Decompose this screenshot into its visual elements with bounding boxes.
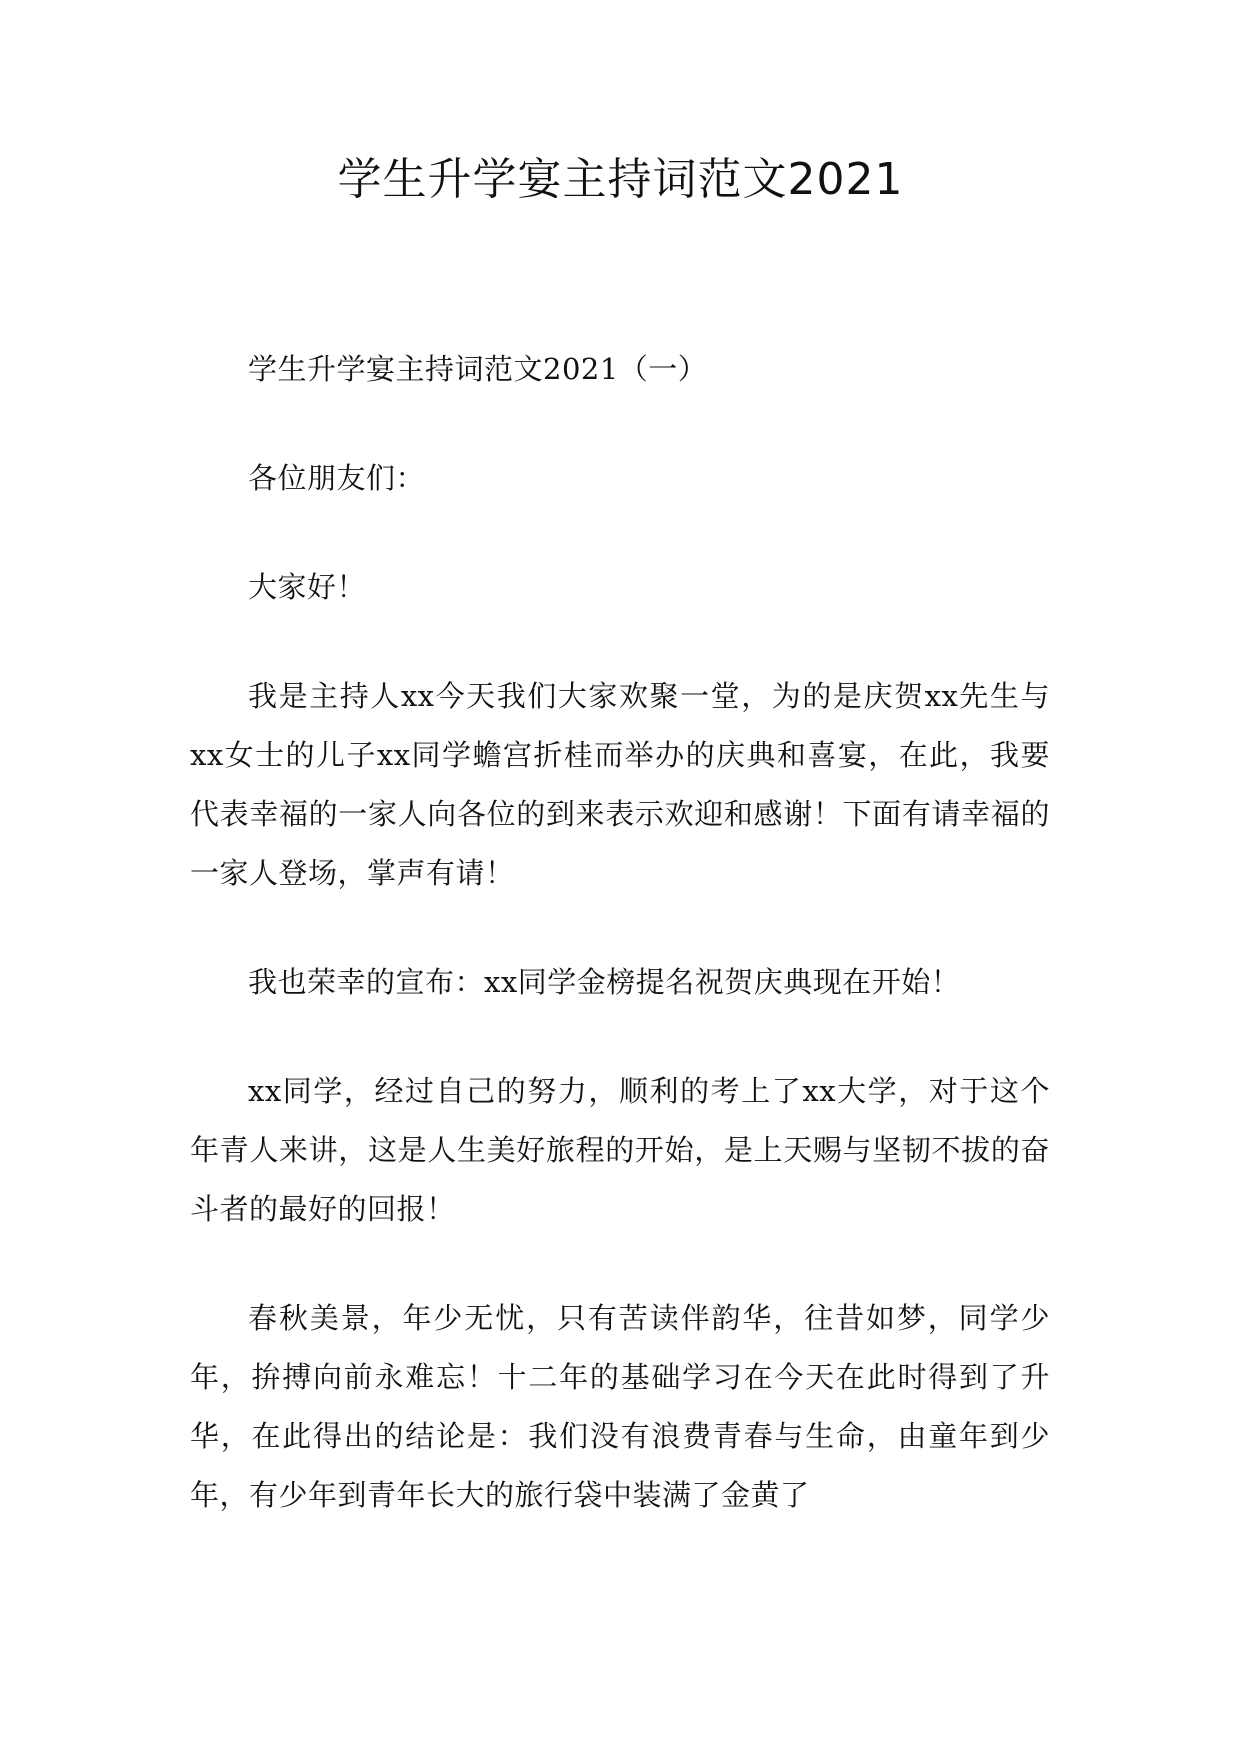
- document-body: [190, 340, 1050, 1575]
- greeting-hello: 大家好！: [248, 570, 367, 604]
- document-title: 学生升学宴主持词范文2021: [337, 154, 904, 205]
- section-heading: 学生升学宴主持词范文2021（一）: [248, 352, 708, 386]
- body-paragraph: 我是主持人xx今天我们大家欢聚一堂，为的是庆贺xx先生与xx女士的儿子xx同学蟾宫折桂而举办的庆典和喜宴，在此，我要代表幸福的一家人向各位的到来表示欢迎和感谢！下面有请幸福的一家人登场，掌声有请！: [190, 679, 1050, 890]
- body-paragraph: 我也荣幸的宣布：xx同学金榜提名祝贺庆典现在开始！: [248, 965, 961, 999]
- body-paragraph: 春秋美景，年少无忧，只有苦读伴韵华，往昔如梦，同学少年，拚搏向前永难忘！十二年的基础学习在今天在此时得到了升华，在此得出的结论是：我们没有浪费青春与生命，由童年到少年，有少年到青年长大的旅行袋中装满了金黄了: [190, 1301, 1050, 1512]
- body-paragraph: xx同学，经过自己的努力，顺利的考上了xx大学，对于这个年青人来讲，这是人生美好旅程的开始，是上天赐与坚韧不拔的奋斗者的最好的回报！: [190, 1074, 1050, 1226]
- greeting-line: 各位朋友们：: [248, 461, 426, 495]
